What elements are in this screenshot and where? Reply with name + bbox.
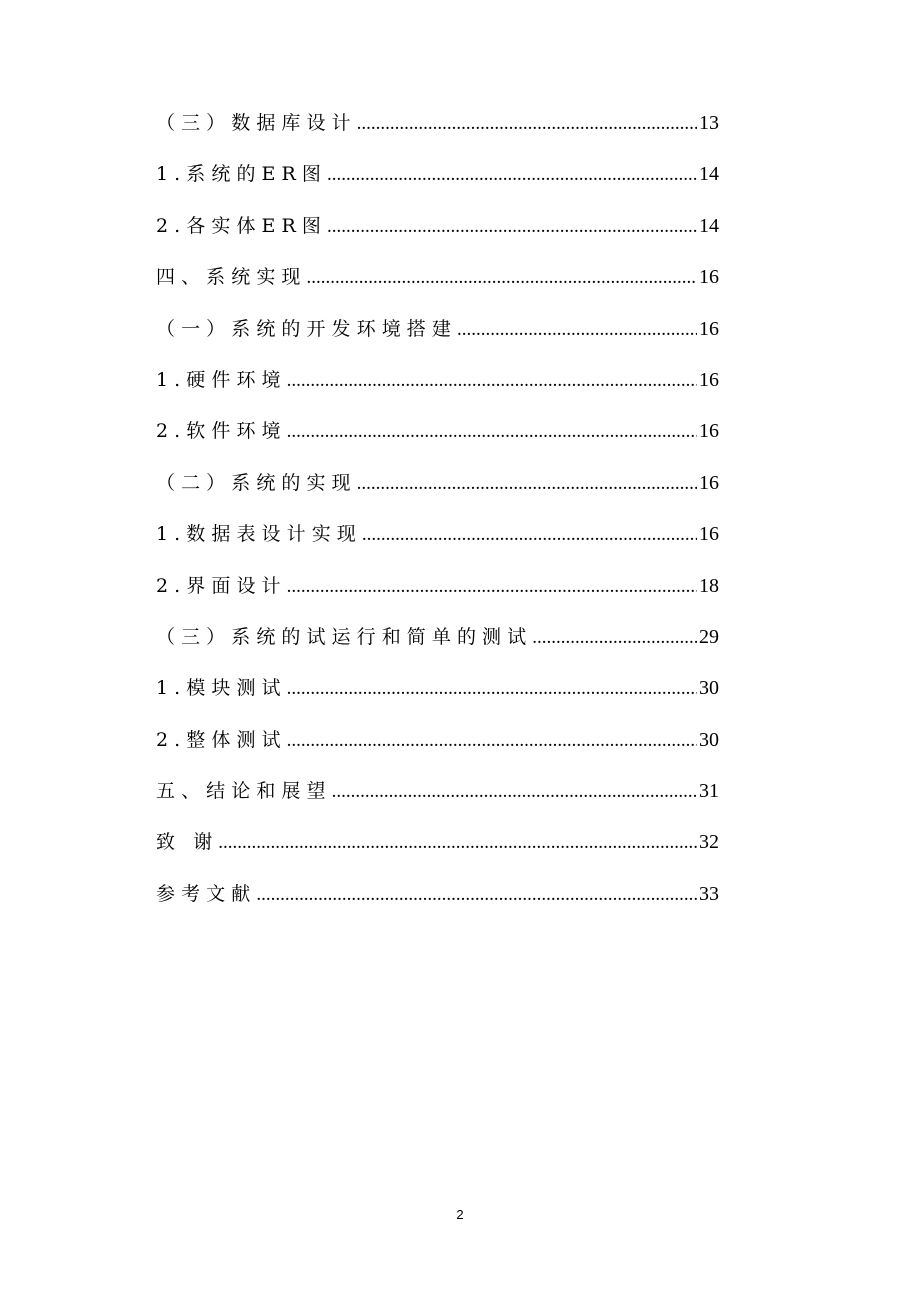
toc-entry-title: （一）系统的开发环境搭建 [156,317,457,340]
toc-dot-leader [287,370,697,392]
toc-entry-title: 2.界面设计 [156,574,287,597]
toc-entry-title: 四、系统实现 [156,266,307,289]
toc-entry-page: 32 [699,831,719,854]
toc-entry-title: 2.各实体ER图 [156,214,327,237]
toc-entry-title: （三）系统的试运行和简单的测试 [156,625,533,648]
toc-dot-leader [357,473,697,495]
table-of-contents [156,108,719,930]
toc-entry[interactable] [156,519,719,570]
toc-dot-leader [287,678,697,700]
toc-dot-leader [457,319,697,341]
toc-entry[interactable] [156,416,719,467]
toc-entry[interactable] [156,468,719,519]
toc-entry[interactable] [156,314,719,365]
toc-dot-leader [287,421,697,443]
toc-entry-page: 16 [699,266,719,289]
toc-entry-title: 1.硬件环境 [156,368,287,391]
toc-entry-page: 16 [699,368,719,391]
toc-entry[interactable] [156,776,719,827]
toc-entry-page: 16 [699,317,719,340]
toc-dot-leader [532,627,697,649]
toc-dot-leader [357,113,697,135]
toc-entry[interactable] [156,725,719,776]
toc-entry-page: 29 [699,625,719,648]
toc-entry-title: 1.数据表设计实现 [156,523,362,546]
toc-dot-leader [327,164,697,186]
toc-entry-page: 13 [699,112,719,134]
toc-entry-page: 16 [699,420,719,443]
toc-entry-title: （二）系统的实现 [156,471,357,494]
toc-dot-leader [332,781,697,803]
toc-entry-page: 14 [699,214,719,237]
toc-entry-title: 参考文献 [156,882,257,905]
toc-dot-leader [287,576,697,598]
toc-entry-page: 18 [699,574,719,597]
toc-entry[interactable] [156,571,719,622]
toc-entry-page: 30 [699,728,719,751]
toc-entry[interactable] [156,211,719,262]
toc-entry[interactable] [156,365,719,416]
toc-dot-leader [362,524,697,546]
toc-entry-page: 16 [699,523,719,546]
toc-entry[interactable] [156,108,719,159]
toc-entry[interactable] [156,879,719,930]
toc-dot-leader [327,216,697,238]
toc-entry-page: 31 [699,780,719,803]
toc-entry[interactable] [156,827,719,878]
toc-entry[interactable] [156,673,719,724]
toc-entry[interactable] [156,159,719,210]
toc-entry-title: 1.系统的ER图 [156,163,327,186]
toc-dot-leader [287,730,697,752]
toc-entry-page: 14 [699,163,719,186]
page-number: 2 [456,1207,464,1222]
toc-entry-title: 致 谢 [156,831,219,854]
toc-entry[interactable] [156,262,719,313]
toc-entry-title: 五、结论和展望 [156,780,332,803]
toc-dot-leader [218,832,697,854]
toc-dot-leader [306,267,697,289]
toc-entry-title: （三）数据库设计 [156,112,357,134]
toc-entry-title: 2.软件环境 [156,420,287,443]
toc-entry-title: 2.整体测试 [156,728,287,751]
toc-dot-leader [256,884,697,906]
toc-entry-page: 16 [699,471,719,494]
toc-entry-page: 30 [699,677,719,700]
toc-entry-title: 1.模块测试 [156,677,287,700]
toc-entry[interactable] [156,622,719,673]
toc-entry-page: 33 [699,882,719,905]
